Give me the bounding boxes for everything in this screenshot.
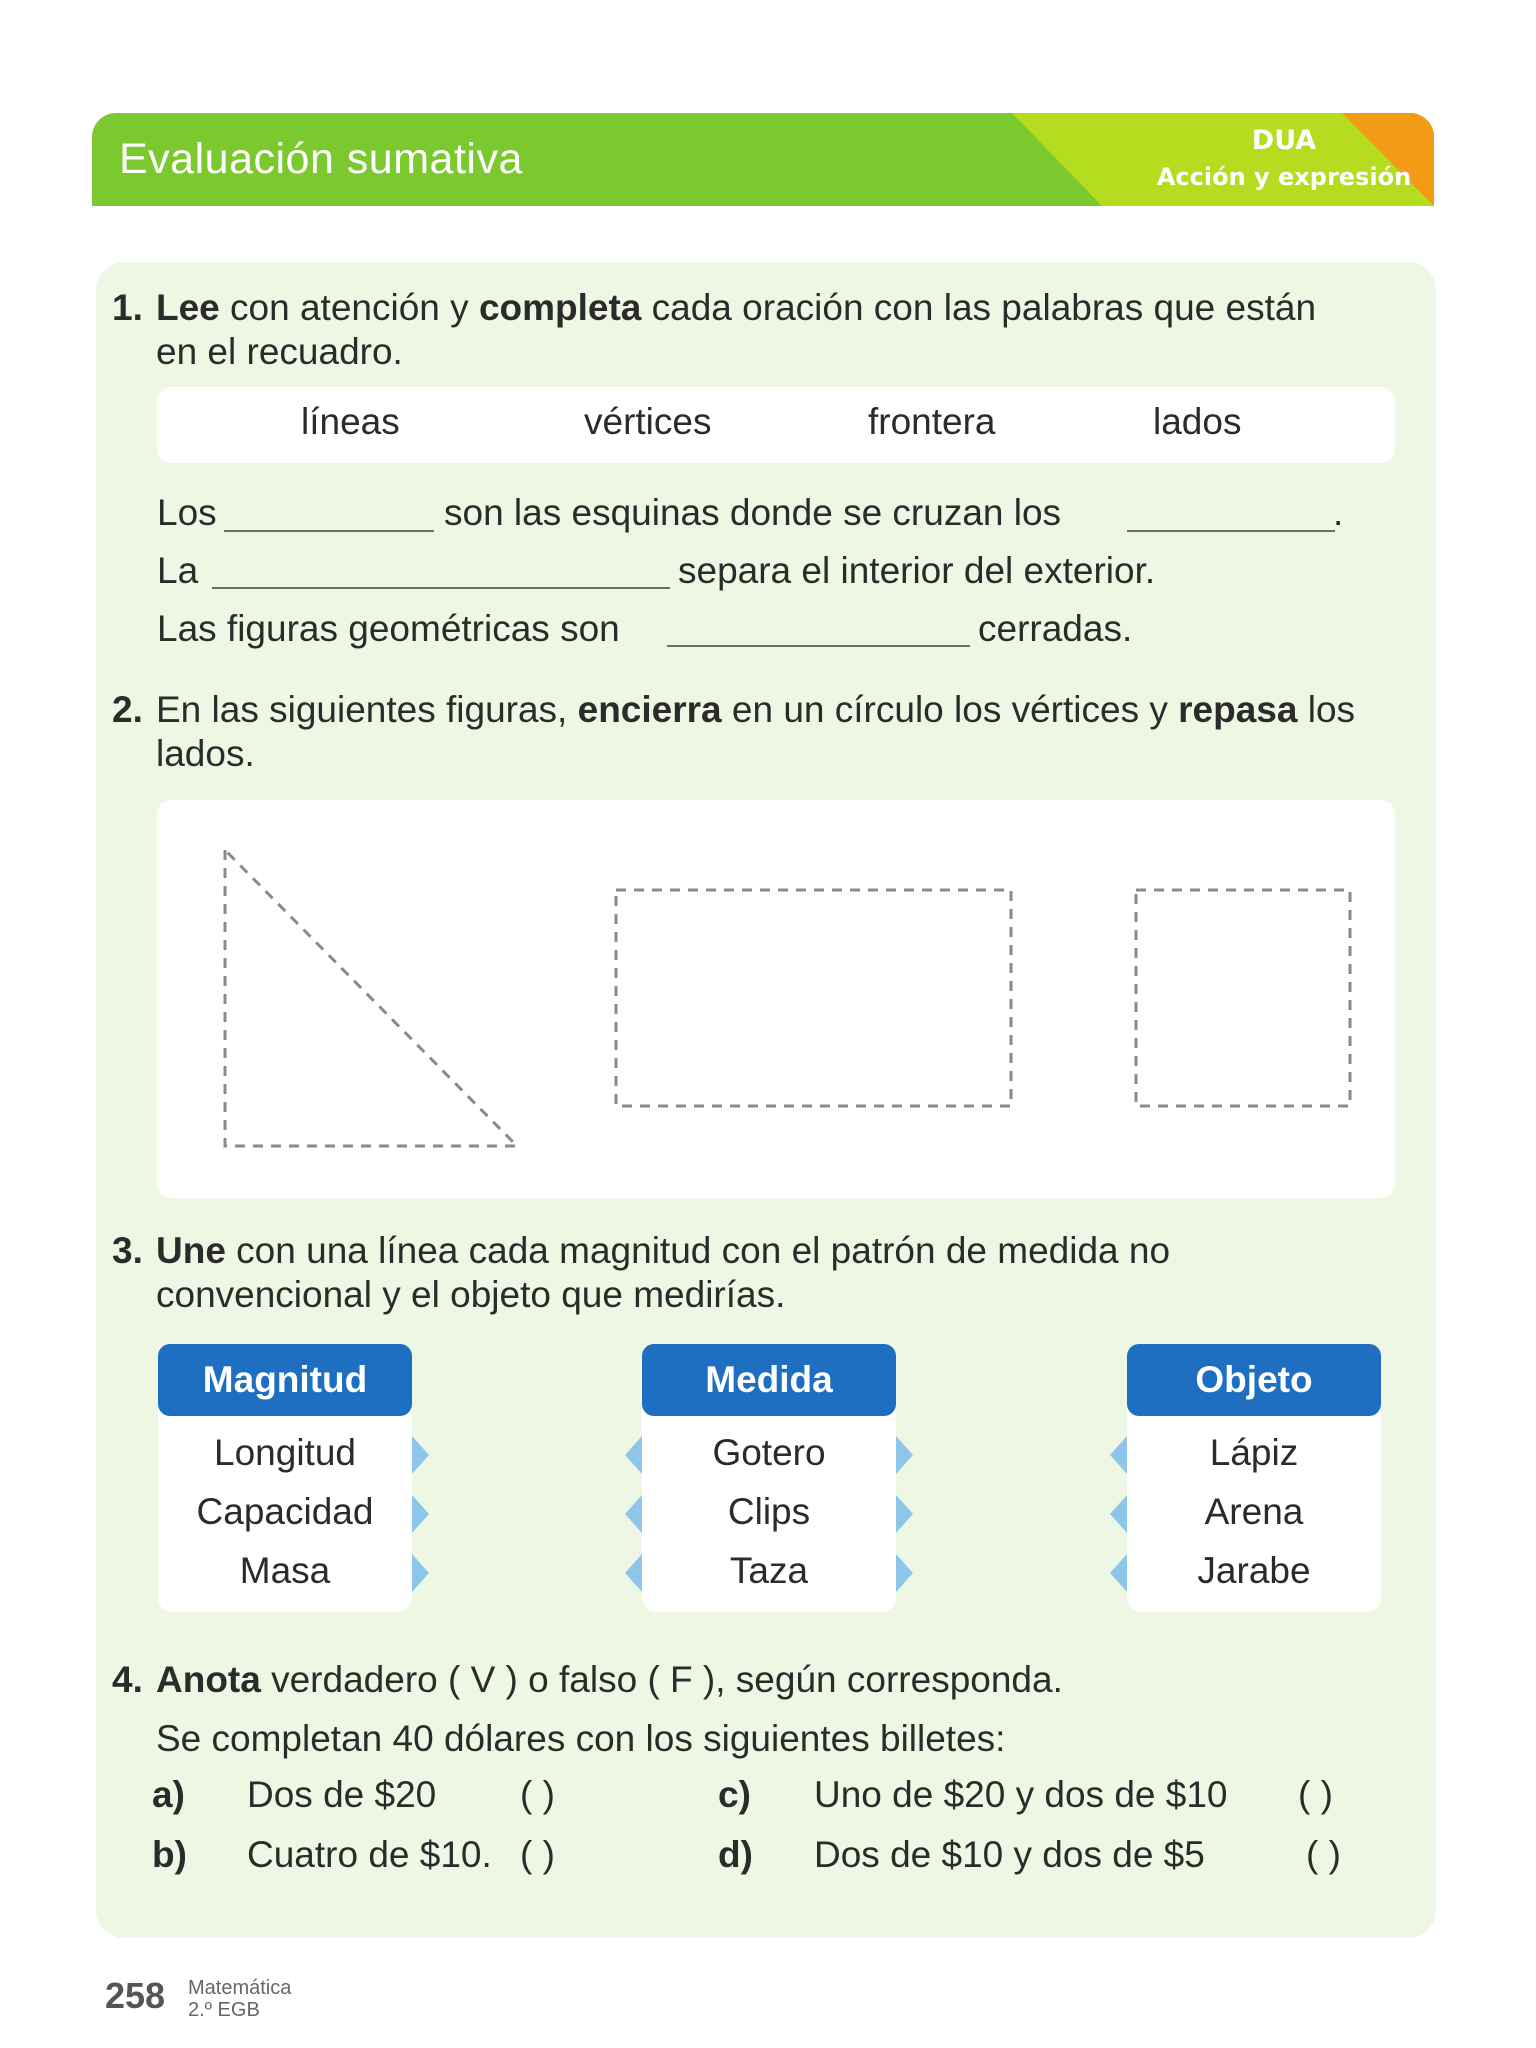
list-item: Clips (727, 1491, 811, 1532)
question-number: 4. (112, 1659, 143, 1700)
sentence-3-end: cerradas. (978, 608, 1133, 649)
answer-parentheses[interactable]: ( ) (520, 1774, 555, 1815)
word-bank (157, 387, 1395, 463)
connector-right-arrow-icon[interactable] (412, 1436, 429, 1474)
subject-label: Matemática 2.º EGB (188, 1977, 292, 2021)
medida-column (642, 1344, 896, 1591)
word-bank-item: lados (1153, 401, 1242, 442)
figures-box (157, 800, 1395, 1198)
question-4: 4. Anota verdadero ( V ) o falso ( F ), según corresponda. (112, 1659, 1063, 1700)
list-item: Lápiz (1209, 1432, 1299, 1473)
question-4-intro: Se completan 40 dólares con los siguientes billetes: (156, 1718, 1006, 1759)
word-bank-item: frontera (868, 401, 996, 442)
answer-parentheses[interactable]: ( ) (1306, 1834, 1341, 1875)
sentence-1-end: . (1333, 492, 1344, 533)
connector-right-arrow-icon[interactable] (896, 1495, 913, 1533)
list-item: Taza (729, 1550, 809, 1591)
sentence-1-start: Los (157, 492, 217, 533)
connector-left-arrow-icon[interactable] (1110, 1495, 1127, 1533)
instruction-verb: repasa (1178, 689, 1298, 730)
sentence-3-start: Las figuras geométricas son (157, 608, 620, 649)
column-header: Medida (642, 1344, 896, 1416)
sentence-2-end: separa el interior del exterior. (678, 550, 1156, 591)
question-3: 3. Une con una línea cada magnitud con el patrón de medida no convencional y el objeto que medirías. (112, 1230, 1171, 1315)
word-bank-item: líneas (301, 401, 400, 442)
column-list (642, 1406, 896, 1612)
page-title: Evaluación sumativa (119, 135, 523, 183)
instruction-verb: Lee (156, 287, 220, 328)
connector-left-arrow-icon[interactable] (1110, 1436, 1127, 1474)
column-header: Magnitud (158, 1344, 412, 1416)
blank-line[interactable] (667, 645, 970, 647)
instruction-verb: completa (478, 287, 642, 328)
dashed-square[interactable] (1136, 890, 1350, 1106)
list-item: Masa (239, 1550, 331, 1591)
connector-right-arrow-icon[interactable] (412, 1495, 429, 1533)
option-label: d) (718, 1834, 753, 1875)
instruction-verb: encierra (577, 689, 722, 730)
instruction-verb: Anota (156, 1659, 261, 1700)
list-item: Jarabe (1197, 1550, 1311, 1591)
option-label: a) (152, 1774, 185, 1815)
question-2: 2. En las siguientes figuras, encierra en un círculo los vértices y repasa los lados. (112, 689, 1356, 774)
magnitud-column (158, 1344, 412, 1591)
connector-left-arrow-icon[interactable] (625, 1554, 642, 1592)
column-list (158, 1406, 412, 1612)
connector-right-arrow-icon[interactable] (896, 1554, 913, 1592)
connector-left-arrow-icon[interactable] (625, 1495, 642, 1533)
dashed-rectangle[interactable] (616, 890, 1011, 1106)
dashed-figures (157, 800, 1395, 1198)
sentence-1-middle: son las esquinas donde se cruzan los (444, 492, 1062, 533)
question-1: 1. Lee con atención y completa cada oración con las palabras que están en el recuadro. (112, 287, 1317, 372)
word-bank-item: vértices (584, 401, 712, 442)
sentence-2-start: La (157, 550, 199, 591)
list-item: Capacidad (196, 1491, 374, 1532)
connector-right-arrow-icon[interactable] (896, 1436, 913, 1474)
list-item: Arena (1204, 1491, 1304, 1532)
blank-line[interactable] (1127, 530, 1335, 532)
option-text: Cuatro de $10. (247, 1834, 492, 1875)
instruction-verb: Une (156, 1230, 226, 1271)
blank-line[interactable] (212, 587, 670, 589)
list-item: Longitud (214, 1432, 356, 1473)
dua-text: Acción y expresión (1156, 163, 1412, 191)
question-number: 1. (112, 287, 143, 328)
objeto-column (1127, 1344, 1381, 1591)
option-text: Dos de $10 y dos de $5 (814, 1834, 1205, 1875)
header-banner (92, 113, 1434, 206)
connector-right-arrow-icon[interactable] (412, 1554, 429, 1592)
column-header: Objeto (1127, 1344, 1381, 1416)
list-item: Gotero (712, 1432, 826, 1473)
blank-line[interactable] (224, 530, 434, 532)
page-number: 258 (105, 1975, 166, 2016)
connector-left-arrow-icon[interactable] (625, 1436, 642, 1474)
dua-code: DUA (1251, 125, 1317, 156)
option-text: Dos de $20 (247, 1774, 437, 1815)
answer-parentheses[interactable]: ( ) (1298, 1774, 1333, 1815)
option-text: Uno de $20 y dos de $10 (814, 1774, 1228, 1815)
connector-left-arrow-icon[interactable] (1110, 1554, 1127, 1592)
option-label: b) (152, 1834, 187, 1875)
column-list (1127, 1406, 1381, 1612)
dashed-triangle[interactable] (225, 850, 517, 1146)
question-number: 2. (112, 689, 143, 730)
question-number: 3. (112, 1230, 143, 1271)
option-label: c) (718, 1774, 751, 1815)
answer-parentheses[interactable]: ( ) (520, 1834, 555, 1875)
